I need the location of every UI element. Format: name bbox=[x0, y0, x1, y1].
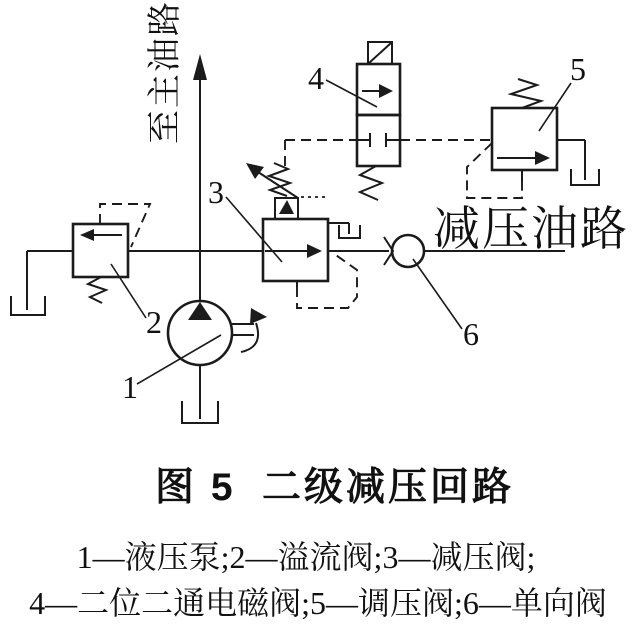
rotation-arrowhead bbox=[250, 308, 267, 324]
reducing-valve-symbol bbox=[246, 163, 360, 308]
spring-icon bbox=[360, 166, 382, 200]
component-label-5: 5 bbox=[570, 51, 586, 87]
adjustment-arrow-shaft bbox=[258, 172, 298, 198]
pilot-control-line bbox=[285, 140, 492, 167]
figure-caption bbox=[29, 539, 607, 621]
check-valve-symbol bbox=[384, 235, 424, 267]
open-position-arrowhead bbox=[379, 84, 393, 98]
solenoid-diagonal bbox=[369, 43, 391, 63]
to-main-circuit-label: 至主油路 bbox=[147, 0, 184, 144]
relief-valve-symbol bbox=[11, 204, 150, 315]
relief-valve-body bbox=[73, 224, 128, 277]
component-label-4: 4 bbox=[308, 60, 324, 96]
figure-title-text: 二级减压回路 bbox=[262, 466, 515, 509]
caption-line-2: 4—二位二通电磁阀;5—调压阀;6—单向阀 bbox=[29, 585, 607, 621]
component-label-6: 6 bbox=[463, 316, 479, 352]
rotation-arc bbox=[241, 323, 258, 352]
flow-direction-arrowhead bbox=[193, 54, 207, 80]
leader-to-reducing-valve bbox=[226, 197, 282, 262]
reducing-flow-arrowhead bbox=[307, 244, 322, 258]
pilot-poppet-triangle bbox=[279, 200, 294, 214]
spring-icon bbox=[88, 277, 106, 303]
caption-line-1: 1—液压泵;2—溢流阀;3—减压阀; bbox=[76, 539, 536, 575]
relief-pilot-dashed-line bbox=[100, 204, 150, 247]
spring-icon bbox=[511, 79, 541, 108]
component-label-1: 1 bbox=[122, 369, 138, 405]
figure-number: 图 5 bbox=[155, 466, 236, 509]
leader-to-solenoid-valve bbox=[326, 80, 377, 107]
pump-output-triangle bbox=[188, 302, 212, 320]
regulating-flow-arrowhead bbox=[535, 151, 550, 165]
leader-to-pump bbox=[137, 335, 221, 384]
check-valve-ball bbox=[392, 235, 424, 267]
component-label-3: 3 bbox=[208, 174, 224, 210]
figure-title bbox=[155, 466, 514, 509]
relief-flow-arrowhead bbox=[80, 229, 94, 241]
solenoid-valve-symbol bbox=[357, 42, 400, 200]
valve-position-open bbox=[357, 64, 400, 115]
hydraulic-pump-symbol bbox=[168, 301, 267, 423]
regulating-valve-symbol bbox=[467, 79, 599, 198]
reduced-pressure-circuit-label: 减压油路 bbox=[433, 204, 629, 256]
leader-to-check-valve bbox=[413, 259, 462, 329]
component-label-2: 2 bbox=[146, 304, 162, 340]
adjustment-arrowhead bbox=[246, 163, 264, 179]
